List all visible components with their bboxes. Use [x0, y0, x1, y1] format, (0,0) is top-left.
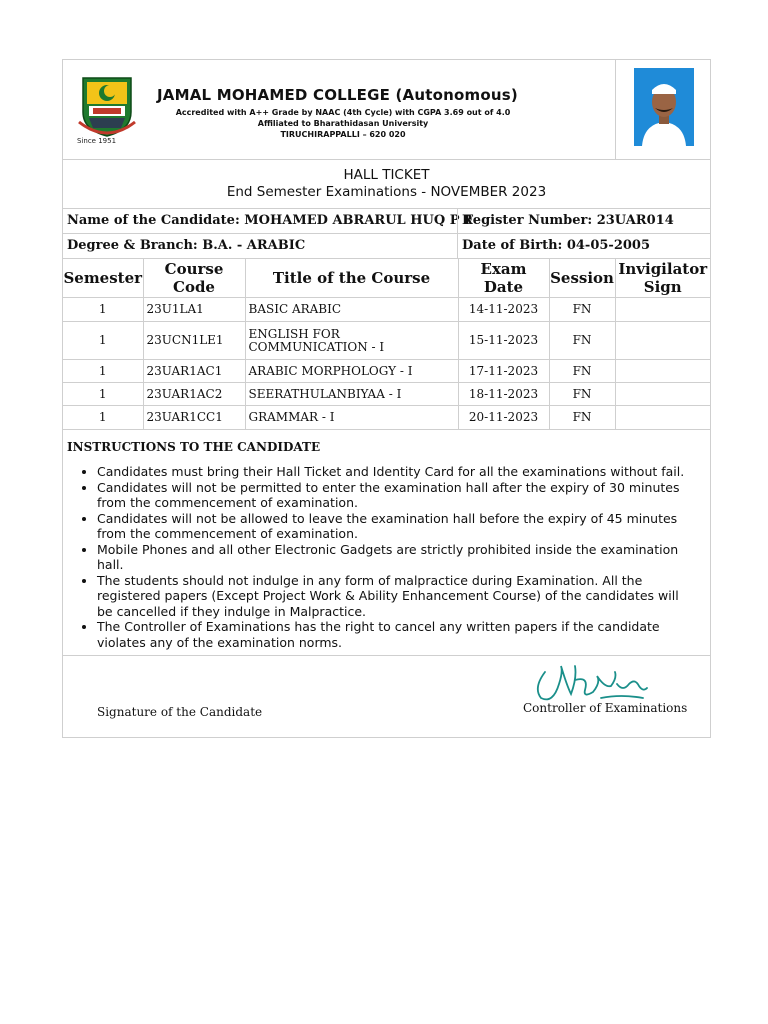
college-name: JAMAL MOHAMED COLLEGE (Autonomous): [157, 86, 518, 104]
table-row: [63, 383, 710, 406]
session-cell: FN: [549, 406, 615, 430]
col-session: Session: [549, 259, 615, 298]
course-title-cell: ENGLISH FOR COMMUNICATION - I: [245, 322, 458, 360]
col-semester: Semester: [63, 259, 143, 298]
hall-ticket-title: HALL TICKET: [343, 167, 430, 183]
exam-date-cell: 14-11-2023: [458, 298, 549, 322]
session-cell: FN: [549, 322, 615, 360]
col-invigilator-sign: Invigilator Sign: [615, 259, 710, 298]
instruction-item: • Candidates will not be permitted to enter the examination hall after the expiry of 30 minutes from the commencement of examination.: [97, 480, 697, 511]
exam-date-cell: 17-11-2023: [458, 360, 549, 383]
course-code-cell: 23U1LA1: [143, 298, 245, 322]
invigilator-sign-cell: [615, 360, 710, 383]
col-course-code: Course Code: [143, 259, 245, 298]
invigilator-sign-cell: [615, 298, 710, 322]
degree-branch: Degree & Branch: B.A. - ARABIC: [67, 238, 306, 253]
photo-cell: [615, 60, 711, 159]
course-code-cell: 23UAR1AC2: [143, 383, 245, 406]
course-title-cell: ARABIC MORPHOLOGY - I: [245, 360, 458, 383]
controller-signature-mark: [531, 658, 651, 706]
exam-date-cell: 20-11-2023: [458, 406, 549, 430]
instruction-item: • Candidates must bring their Hall Ticket and Identity Card for all the examinations without fail.: [97, 464, 697, 480]
col-course-title: Title of the Course: [245, 259, 458, 298]
session-cell: FN: [549, 298, 615, 322]
semester-cell: 1: [63, 322, 143, 360]
semester-cell: 1: [63, 360, 143, 383]
course-title-cell: SEERATHULANBIYAA - I: [245, 383, 458, 406]
exam-date-cell: 18-11-2023: [458, 383, 549, 406]
invigilator-sign-cell: [615, 383, 710, 406]
semester-cell: 1: [63, 406, 143, 430]
title-block: [63, 159, 710, 209]
course-title-cell: BASIC ARABIC: [245, 298, 458, 322]
course-code-cell: 23UAR1CC1: [143, 406, 245, 430]
instructions-list: [63, 464, 697, 650]
register-number: Register Number: 23UAR014: [457, 209, 674, 233]
table-row: [63, 360, 710, 383]
college-header: [63, 60, 710, 160]
course-code-cell: 23UAR1AC1: [143, 360, 245, 383]
exam-date-cell: 15-11-2023: [458, 322, 549, 360]
info-row-name: [63, 209, 710, 234]
course-title-cell: GRAMMAR - I: [245, 406, 458, 430]
candidate-signature-label: Signature of the Candidate: [97, 705, 263, 719]
semester-cell: 1: [63, 383, 143, 406]
date-of-birth: Date of Birth: 04-05-2005: [457, 234, 650, 258]
hall-ticket: [62, 59, 711, 738]
invigilator-sign-cell: [615, 322, 710, 360]
since-year: Since 1951: [77, 137, 117, 145]
address-line: TIRUCHIRAPPALLI – 620 020: [280, 130, 406, 139]
table-row: [63, 322, 710, 360]
instruction-item: • Mobile Phones and all other Electronic Gadgets are strictly prohibited inside the examination hall.: [97, 542, 697, 573]
instruction-item: • Candidates will not be allowed to leave the examination hall before the expiry of 45 minutes from the commencement of examination.: [97, 511, 697, 542]
candidate-photo: [634, 68, 694, 146]
instruction-item: • The Controller of Examinations has the right to cancel any written papers if the candidate violates any of the examination norms.: [97, 619, 697, 650]
instruction-item: • The students should not indulge in any form of malpractice during Examination. All the registered papers (Except Project Work & Ability Enhancement Course) of the candidates will be cancelled if they indulge in Malpractice.: [97, 573, 697, 620]
table-row: [63, 406, 710, 430]
table-row: [63, 298, 710, 322]
session-cell: FN: [549, 360, 615, 383]
semester-cell: 1: [63, 298, 143, 322]
exam-title: End Semester Examinations - NOVEMBER 2023: [226, 184, 547, 200]
instructions-heading: INSTRUCTIONS TO THE CANDIDATE: [67, 440, 321, 454]
affiliation-line: Affiliated to Bharathidasan University: [257, 119, 429, 128]
instructions-section: [63, 437, 710, 656]
candidate-name: Name of the Candidate: MOHAMED ABRARUL HUQ P F: [67, 213, 474, 228]
info-row-degree: [63, 234, 710, 259]
accreditation-line: Accredited with A++ Grade by NAAC (4th Cycle) with CGPA 3.69 out of 4.0: [175, 108, 511, 117]
table-header-row: [63, 259, 710, 298]
controller-signature-label: Controller of Examinations: [523, 701, 688, 715]
course-table: [63, 258, 710, 430]
invigilator-sign-cell: [615, 406, 710, 430]
col-exam-date: Exam Date: [458, 259, 549, 298]
course-code-cell: 23UCN1LE1: [143, 322, 245, 360]
session-cell: FN: [549, 383, 615, 406]
